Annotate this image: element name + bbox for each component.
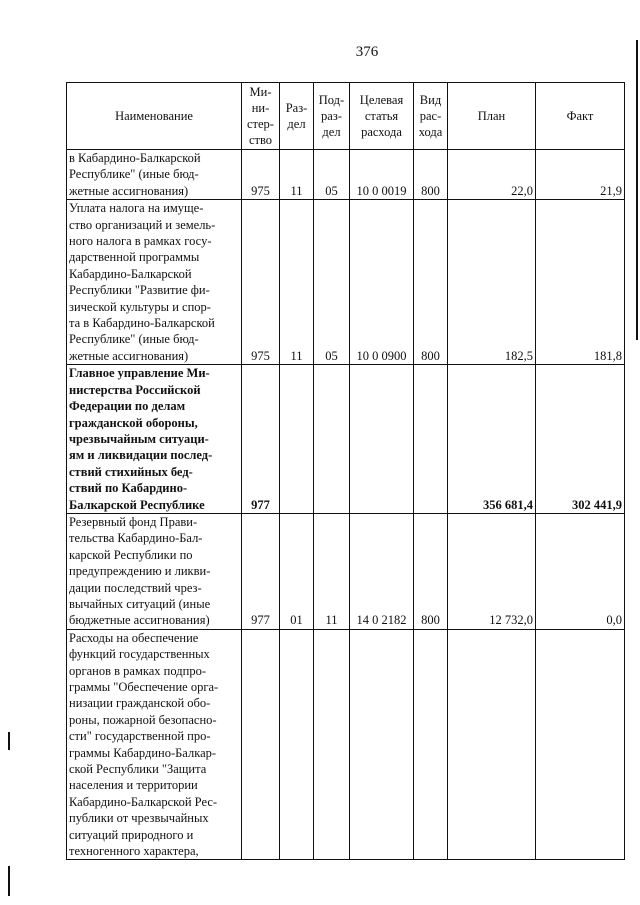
row-name: в Кабардино-Балкарской Республике" (иные бюд- жетные ассигнования)	[67, 150, 242, 200]
row-plan: 182,5	[448, 200, 536, 365]
table-row	[67, 150, 625, 200]
table-row	[67, 629, 625, 860]
header-section: Раз- дел	[280, 83, 314, 150]
row-subsection: 05	[314, 150, 350, 200]
row-expense-type	[414, 365, 448, 514]
row-target-article	[350, 365, 414, 514]
header-target-article: Целевая статья расхода	[350, 83, 414, 150]
scan-margin-mark	[636, 40, 638, 340]
row-plan: 356 681,4	[448, 365, 536, 514]
row-subsection: 05	[314, 200, 350, 365]
row-subsection: 11	[314, 513, 350, 629]
table-row	[67, 200, 625, 365]
row-ministry: 975	[242, 150, 280, 200]
row-target-article: 10 0 0900	[350, 200, 414, 365]
row-section	[280, 629, 314, 860]
table-row	[67, 365, 625, 514]
row-expense-type: 800	[414, 513, 448, 629]
header-subsection: Под- раз- дел	[314, 83, 350, 150]
header-name: Наименование	[67, 83, 242, 150]
row-target-article	[350, 629, 414, 860]
row-section: 11	[280, 200, 314, 365]
row-section	[280, 365, 314, 514]
scan-margin-mark	[8, 866, 10, 896]
scan-margin-mark	[8, 732, 10, 750]
header-expense-type: Вид рас- хода	[414, 83, 448, 150]
row-section: 11	[280, 150, 314, 200]
row-fact: 21,9	[536, 150, 625, 200]
row-subsection	[314, 629, 350, 860]
row-name: Расходы на обеспечение функций государственных органов в рамках подпро- граммы "Обеспечение орга- низации гражданской обо- роны, пожарной безопасно- сти" государственной про- граммы Кабардино-Балкар- ской Республики "Защита населения и территории Кабардино-Балкарской Рес- публики от чрезвычайных ситуаций природного и техногенного характера,	[67, 629, 242, 860]
row-ministry: 977	[242, 365, 280, 514]
row-target-article: 10 0 0019	[350, 150, 414, 200]
row-name: Главное управление Ми- нистерства Российской Федерации по делам гражданской обороны, чрезвычайным ситуаци- ям и ликвидации послед- ствий стихийных бед- ствий по Кабардино- Балкарской Республике	[67, 365, 242, 514]
row-plan: 22,0	[448, 150, 536, 200]
row-target-article: 14 0 2182	[350, 513, 414, 629]
row-ministry: 977	[242, 513, 280, 629]
row-ministry: 975	[242, 200, 280, 365]
row-fact: 302 441,9	[536, 365, 625, 514]
header-fact: Факт	[536, 83, 625, 150]
page-number: 376	[355, 44, 379, 60]
row-fact: 0,0	[536, 513, 625, 629]
row-subsection	[314, 365, 350, 514]
row-fact	[536, 629, 625, 860]
row-expense-type: 800	[414, 150, 448, 200]
row-name: Резервный фонд Прави- тельства Кабардино-Бал- карской Республики по предупреждению и ликви- дации последствий чрез- вычайных ситуаций (иные бюджетные ассигнования)	[67, 513, 242, 629]
row-ministry	[242, 629, 280, 860]
table-row	[67, 513, 625, 629]
row-plan	[448, 629, 536, 860]
header-ministry: Ми- ни- стер- ство	[242, 83, 280, 150]
row-expense-type: 800	[414, 200, 448, 365]
row-plan: 12 732,0	[448, 513, 536, 629]
budget-table	[66, 82, 625, 860]
header-plan: План	[448, 83, 536, 150]
row-name: Уплата налога на имуще- ство организаций и земель- ного налога в рамках госу- дарственной программы Кабардино-Балкарской Республики "Развитие фи- зической культуры и спор- та в Кабардино-Балкарской Республике" (иные бюд- жетные ассигнования)	[67, 200, 242, 365]
row-fact: 181,8	[536, 200, 625, 365]
row-section: 01	[280, 513, 314, 629]
table-header-row	[67, 83, 625, 150]
row-expense-type	[414, 629, 448, 860]
